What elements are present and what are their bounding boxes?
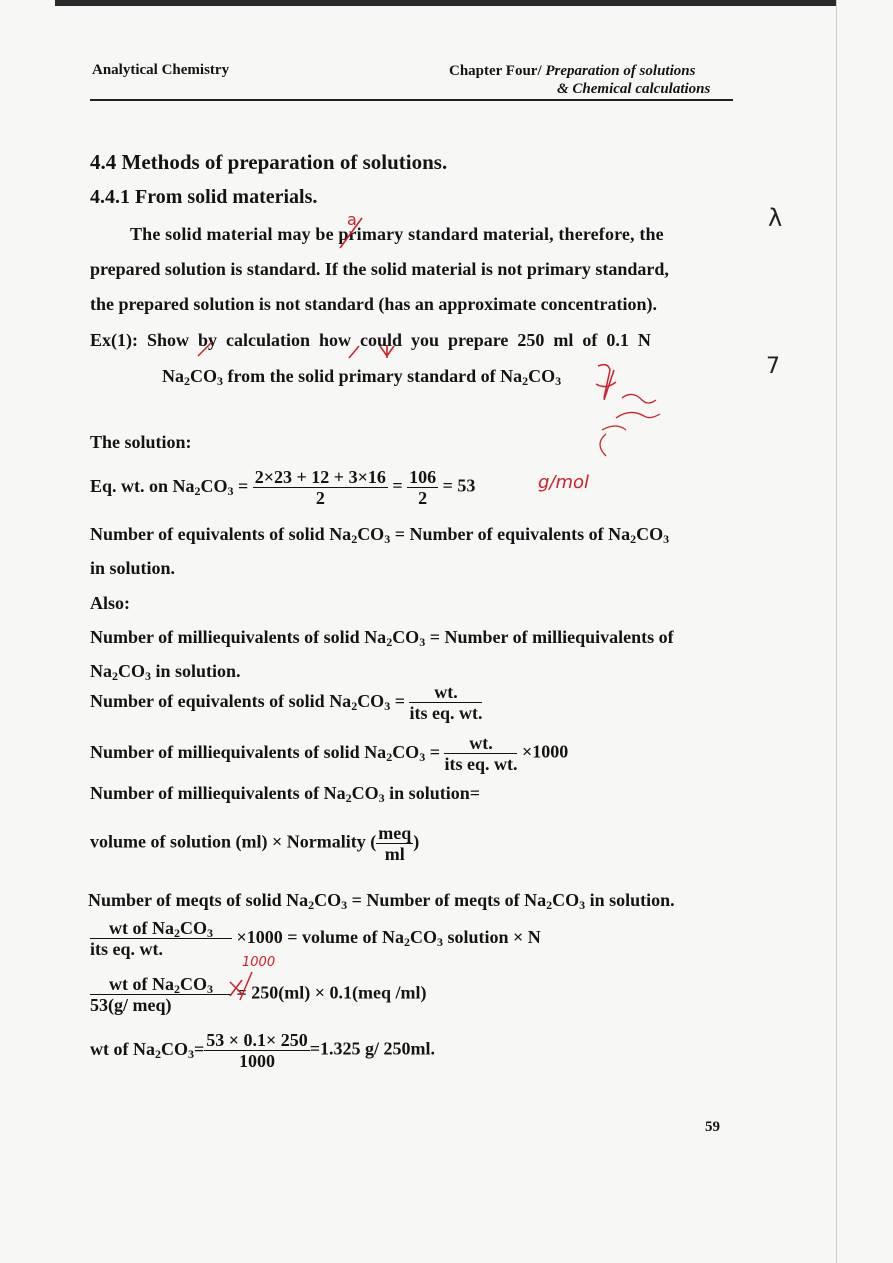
formula-2: wt of $Na_2CO_3$ 53(g/ meq) = 250(ml) × 0.1(meq /ml) — [90, 974, 427, 1015]
handwritten-arabic-note — [586, 360, 670, 460]
handwritten-factor-note: 1000 — [242, 955, 276, 970]
milliequivalents-formula: Number of milliequivalents of solid $Na_2CO_3$ = wt. its eq. wt. ×1000 — [90, 733, 569, 774]
header-book-title: Analytical Chemistry — [92, 62, 230, 78]
handwritten-comma-mark-2 — [345, 342, 365, 360]
formula-3: wt of $Na_2CO_3=$ $\frac{53 \times 0.1\times 250}{1000}$ =1.325 g/ 250ml. — [90, 1030, 436, 1071]
paragraph-line-2: prepared solution is standard. If the solid material is not primary standard, — [90, 259, 669, 279]
example-line-1: Ex(1): Show by calculation how could you prepare 250 ml of 0.1 N — [90, 330, 651, 350]
handwritten-comma-mark-1 — [196, 338, 216, 358]
page-number: 59 — [705, 1119, 720, 1135]
solution-title: The solution: — [90, 432, 192, 452]
header-chapter: Chapter Four/ Preparation of solutions — [449, 63, 696, 79]
eq-wt-equation: Eq. wt. on $Na_2CO_3$ = $\frac{2\times 23 + 12 + 3\times 16}{2}$ = $\frac{106}{2}$ = 53 — [90, 467, 476, 508]
handwritten-unit-note: g/mol — [538, 472, 590, 493]
section-heading: 4.4 Methods of preparation of solutions. — [90, 150, 448, 174]
handwritten-star-mark — [377, 342, 397, 360]
milliequivalents-line-1: Number of milliequivalents of solid $Na_2CO_3$ = Number of milliequivalents of — [90, 627, 674, 649]
eq-wt-fraction-2: $\frac{106}{2}$ — [409, 467, 437, 508]
scan-top-border — [55, 0, 837, 6]
handwritten-multiply-mark — [226, 968, 256, 1004]
milliequivalents-line-2: $Na_2CO_3$ in solution. — [90, 661, 241, 683]
handwritten-letter-a: a — [347, 210, 357, 229]
header-chapter-line2: & Chemical calculations — [557, 81, 711, 97]
header-rule — [90, 99, 733, 101]
eq-wt-fraction-1: $\frac{2\times 23 + 12 + 3\times 16}{2}$ — [254, 467, 386, 508]
paragraph-line-3: the prepared solution is not standard (has an approximate concentration). — [90, 294, 658, 314]
milliequivalents-solution-line: Number of milliequivalents of $Na_2CO_3$ in solution= — [90, 783, 480, 805]
equivalents-formula: Number of equivalents of solid $Na_2CO_3$ = wt. its eq. wt. — [90, 682, 483, 723]
paragraph-line-1: The solid material may be primary standard material, therefore, the — [130, 224, 664, 244]
margin-mark-1: λ — [768, 204, 783, 232]
example-line-2: $Na_2CO_3$ from the solid primary standard of $Na_2CO_3$ — [162, 366, 562, 388]
margin-mark-2: 7 — [766, 354, 780, 379]
page-edge — [836, 0, 837, 1263]
formula-1: wt of $Na_2CO_3$ its eq. wt. ×1000 = volume of $Na_2CO_3$ solution × N — [90, 918, 541, 959]
also-label: Also: — [90, 593, 130, 613]
subsection-heading: 4.4.1 From solid materials. — [90, 186, 318, 208]
meqts-line: Number of meqts of solid $Na_2CO_3$ = Number of meqts of $Na_2CO_3$ in solution. — [88, 890, 675, 912]
equivalents-line-2: in solution. — [90, 558, 176, 578]
equivalents-line-1: Number of equivalents of solid $Na_2CO_3$ = Number of equivalents of $Na_2CO_3$ — [90, 524, 670, 546]
handwritten-slash-mark — [336, 214, 366, 250]
volume-normality-formula: volume of solution (ml) × Normality ( meq ml ) — [90, 823, 420, 864]
